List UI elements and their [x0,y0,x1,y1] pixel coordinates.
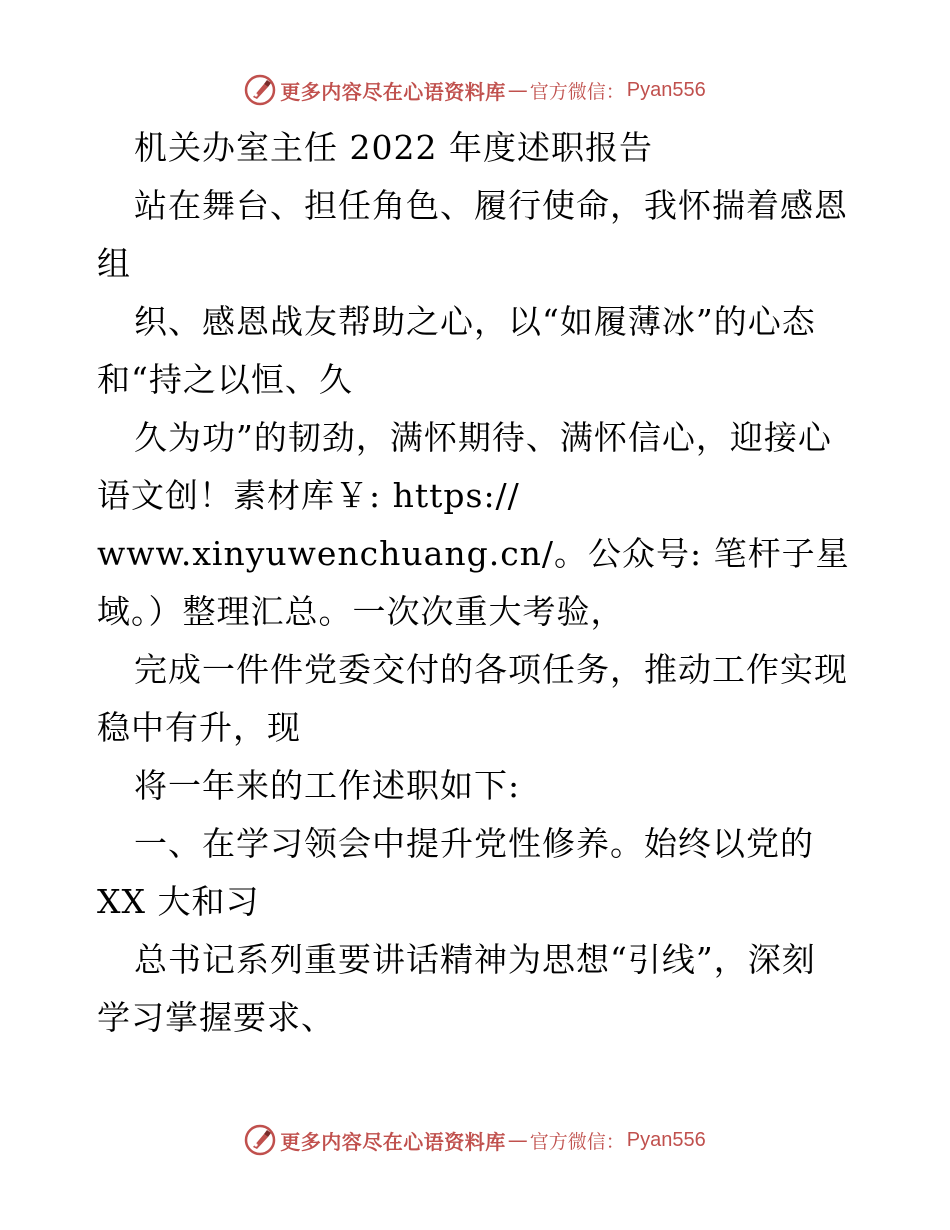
paragraph-line: 学习掌握要求、 [97,998,335,1037]
banner-dash: — [507,1128,528,1152]
paragraph-line: 和“持之以恒、久 [97,360,353,399]
document-title: 机关办室主任 2022 年度述职报告 [134,128,653,167]
banner-dash: — [507,78,528,102]
paragraph-line: 久为功”的韧劲，满怀期待、满怀信心，迎接心 [134,418,832,457]
pen-nib-logo-icon [244,1124,276,1156]
paragraph-line: 将一年来的工作述职如下: [134,766,521,805]
pen-nib-logo-icon [244,74,276,106]
paragraph-line: www.xinyuwenchuang.cn/。公众号: 笔杆子星 [97,534,850,573]
paragraph-line: 语文创！素材库￥: https:// [97,476,520,515]
banner-wechat-id: Pyan556 [626,1128,706,1151]
paragraph-line: 域。）整理汇总。一次次重大考验， [97,592,625,631]
footer-banner [0,1120,950,1160]
header-banner [0,70,950,110]
paragraph-line: 站在舞台、担任角色、履行使命，我怀揣着感恩 [134,186,848,225]
banner-slogan: 更多内容尽在心语资料库 [280,79,506,104]
banner-wechat-label: 官方微信： [529,1130,625,1153]
paragraph-line: 完成一件件党委交付的各项任务，推动工作实现 [134,650,848,689]
paragraph-line: 组 [97,244,131,283]
paragraph-line: 总书记系列重要讲话精神为思想“引线”，深刻 [134,940,816,979]
paragraph-line: 织、感恩战友帮助之心，以“如履薄冰”的心态 [134,302,816,341]
banner-wechat-label: 官方微信： [529,80,625,103]
banner-slogan: 更多内容尽在心语资料库 [280,1129,506,1154]
paragraph-line: 稳中有升，现 [97,708,301,747]
banner-wechat-id: Pyan556 [626,78,706,101]
paragraph-line: XX 大和习 [97,882,260,921]
section-heading-line: 一、在学习领会中提升党性修养。始终以党的 [134,824,814,863]
